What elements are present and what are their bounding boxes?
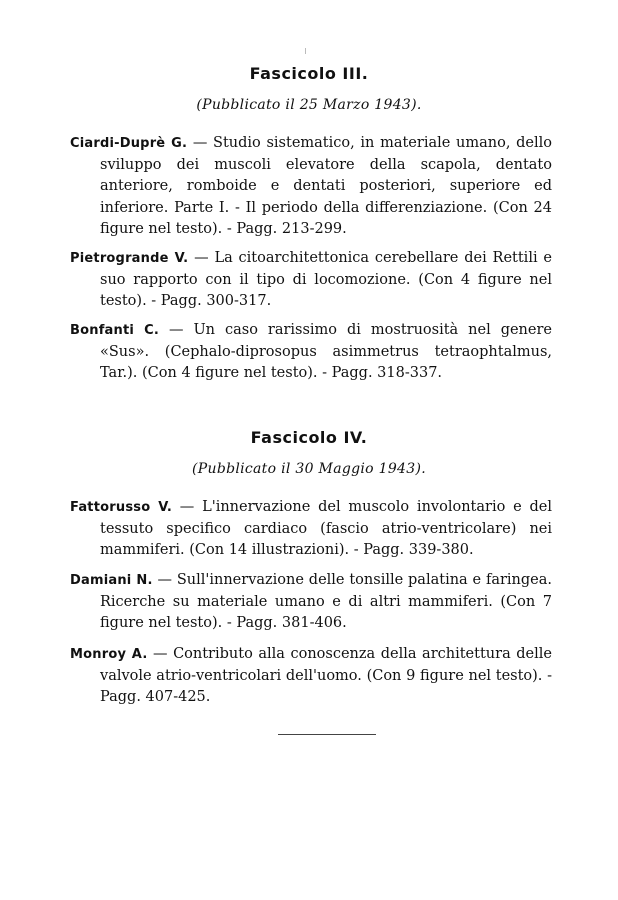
entry-text: — L'innervazione del muscolo involontario e del tessuto specifico cardiaco (fascio atrio-ventricolare) nei mammiferi. (Con 14 illustrazioni). - Pagg. 339-380. bbox=[100, 499, 552, 558]
entry-text: — Contributo alla conoscenza della architettura delle valvole atrio-ventricolari dell'uomo. (Con 9 figure nel testo). - Pagg. 407-425. bbox=[100, 646, 552, 705]
entry-text: — Un caso rarissimo di mostruosità nel genere «Sus». (Cephalo-diprosopus asimmetrus tetraophtalmus, Tar.). (Con 4 figure nel testo). - Pagg. 318-337. bbox=[100, 322, 552, 381]
entry-author: Bonfanti C. bbox=[70, 323, 160, 338]
entry-author: Pietrogrande V. bbox=[70, 251, 189, 266]
section-title-fascicolo-iii: Fascicolo III. bbox=[249, 64, 369, 83]
entry-author: Fattorusso V. bbox=[70, 500, 172, 515]
entry-pietrogrande bbox=[70, 248, 552, 313]
entry-author: Ciardi-Duprè G. bbox=[70, 136, 188, 151]
entry-monroy bbox=[70, 644, 552, 709]
entry-author: Damiani N. bbox=[70, 573, 153, 588]
section-date-fascicolo-iv: (Pubblicato il 30 Maggio 1943). bbox=[192, 461, 426, 477]
end-rule bbox=[278, 734, 376, 735]
print-mark bbox=[305, 48, 306, 54]
entry-author: Monroy A. bbox=[70, 647, 148, 662]
entry-fattorusso bbox=[70, 497, 552, 562]
entry-bonfanti bbox=[70, 320, 552, 385]
entry-damiani bbox=[70, 570, 552, 635]
entry-ciardi-dupre bbox=[70, 133, 552, 241]
section-date-fascicolo-iii: (Pubblicato il 25 Marzo 1943). bbox=[196, 97, 422, 113]
entry-text: — La citoarchitettonica cerebellare dei Rettili e suo rapporto con il tipo di locomozione. (Con 4 figure nel testo). - Pagg. 300-317. bbox=[100, 250, 553, 309]
entry-text: — Studio sistematico, in materiale umano, dello sviluppo dei muscoli elevatore della scapola, dentato anteriore, romboide e dentati posteriori, superiore ed inferiore. Parte I. - Il periodo della differenziazione. (Con 24 figure nel testo). - Pagg. 213-299. bbox=[100, 135, 552, 237]
entry-text: — Sull'innervazione delle tonsille palatina e faringea. Ricerche su materiale umano e di altri mammiferi. (Con 7 figure nel testo). - Pagg. 381-406. bbox=[100, 572, 552, 631]
section-title-fascicolo-iv: Fascicolo IV. bbox=[250, 428, 368, 447]
